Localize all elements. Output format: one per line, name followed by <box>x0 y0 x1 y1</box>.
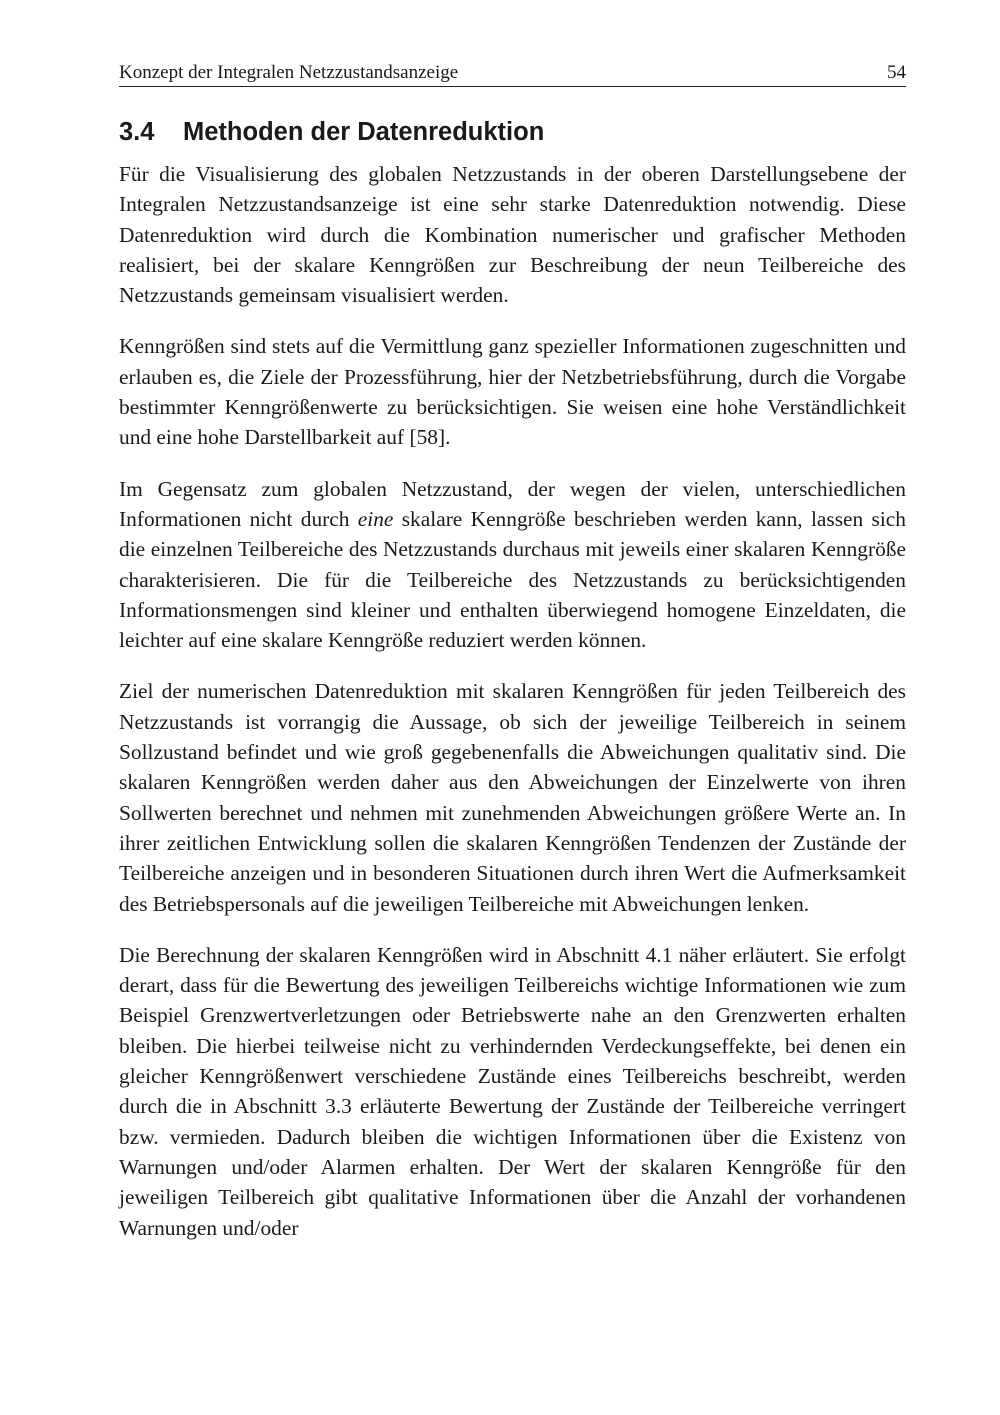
header-title: Konzept der Integralen Netzzustandsanzeige <box>119 62 459 83</box>
page-number: 54 <box>887 62 906 83</box>
document-page <box>119 62 906 1264</box>
running-header <box>119 62 906 87</box>
paragraph-3-emphasis: eine <box>357 506 394 531</box>
paragraph-3 <box>119 474 906 656</box>
section-number: 3.4 <box>119 118 155 146</box>
paragraph-4: Ziel der numerischen Datenreduktion mit skalaren Kenngrößen für jeden Teilbereich des Netzzustands ist vorrangig die Aussage, ob sich der jeweilige Teilbereich in seinem Sollzustand befindet und wie groß gegebenenfalls die Abweichungen qualitativ sind. Die skalaren Kenngrößen werden daher aus den Abweichungen der Einzelwerte von ihren Sollwerten berechnet und nehmen mit zunehmenden Abweichungen größere Werte an. In ihrer zeitlichen Entwicklung sollen die skalaren Kenngrößen Tendenzen der Zustände der Teilbereiche anzeigen und in besonderen Situationen durch ihren Wert die Aufmerksamkeit des Betriebspersonals auf die jeweiligen Teilbereiche mit Abweichungen lenken. <box>119 679 906 916</box>
paragraph-3-text-after: skalare Kenngröße beschrieben werden kann, lassen sich die einzelnen Teilbereiche des Netzzustands durchaus mit jeweils einer skalaren Kenngröße charakterisieren. Die für die Teilbereiche des Netzzustands zu berücksichtigenden Informationsmengen sind kleiner und enthalten überwiegend homogene Einzeldaten, die leichter auf eine skalare Kenngröße reduziert werden können. <box>119 506 906 653</box>
section-heading <box>119 117 906 147</box>
paragraph-5: Die Berechnung der skalaren Kenngrößen wird in Abschnitt 4.1 näher erläutert. Sie erfolgt derart, dass für die Bewertung des jeweiligen Teilbereichs wichtige Informationen wie zum Beispiel Grenzwertverletzungen oder Betriebswerte nahe an den Grenzwerten erhalten bleiben. Die hierbei teilweise nicht zu verhindernden Verdeckungseffekte, bei denen ein gleicher Kenngrößenwert verschiedene Zustände eines Teilbereichs beschreibt, werden durch die in Abschnitt 3.3 erläuterte Bewertung der Zustände der Teilbereiche verringert bzw. vermieden. Dadurch bleiben die wichtigen Informationen über die Existenz von Warnungen und/oder Alarmen erhalten. Der Wert der skalaren Kenngröße für den jeweiligen Teilbereich gibt qualitative Informationen über die Anzahl der vorhandenen Warnungen und/oder <box>119 942 906 1240</box>
paragraph-1: Für die Visualisierung des globalen Netzzustands in der oberen Darstellungsebene der Integralen Netzzustandsanzeige ist eine sehr starke Datenreduktion notwendig. Diese Datenreduktion wird durch die Kombination numerischer und grafischer Methoden realisiert, bei der skalare Kenngrößen zur Beschreibung der neun Teilbereiche des Netzzustands gemeinsam visualisiert werden. <box>119 162 906 308</box>
section-title: Methoden der Datenreduktion <box>183 118 545 146</box>
paragraph-3-text-before: Im Gegensatz zum globalen Netzzustand, der wegen der vielen, unterschiedlichen Informationen nicht durch <box>119 476 906 531</box>
paragraph-2: Kenngrößen sind stets auf die Vermittlung ganz spezieller Informationen zugeschnitten und erlauben es, die Ziele der Prozessführung, hier der Netzbetriebsführung, durch die Vorgabe bestimmter Kenngrößenwerte zu berücksichtigen. Sie weisen eine hohe Verständlichkeit und eine hohe Darstellbarkeit auf [58]. <box>119 334 906 450</box>
